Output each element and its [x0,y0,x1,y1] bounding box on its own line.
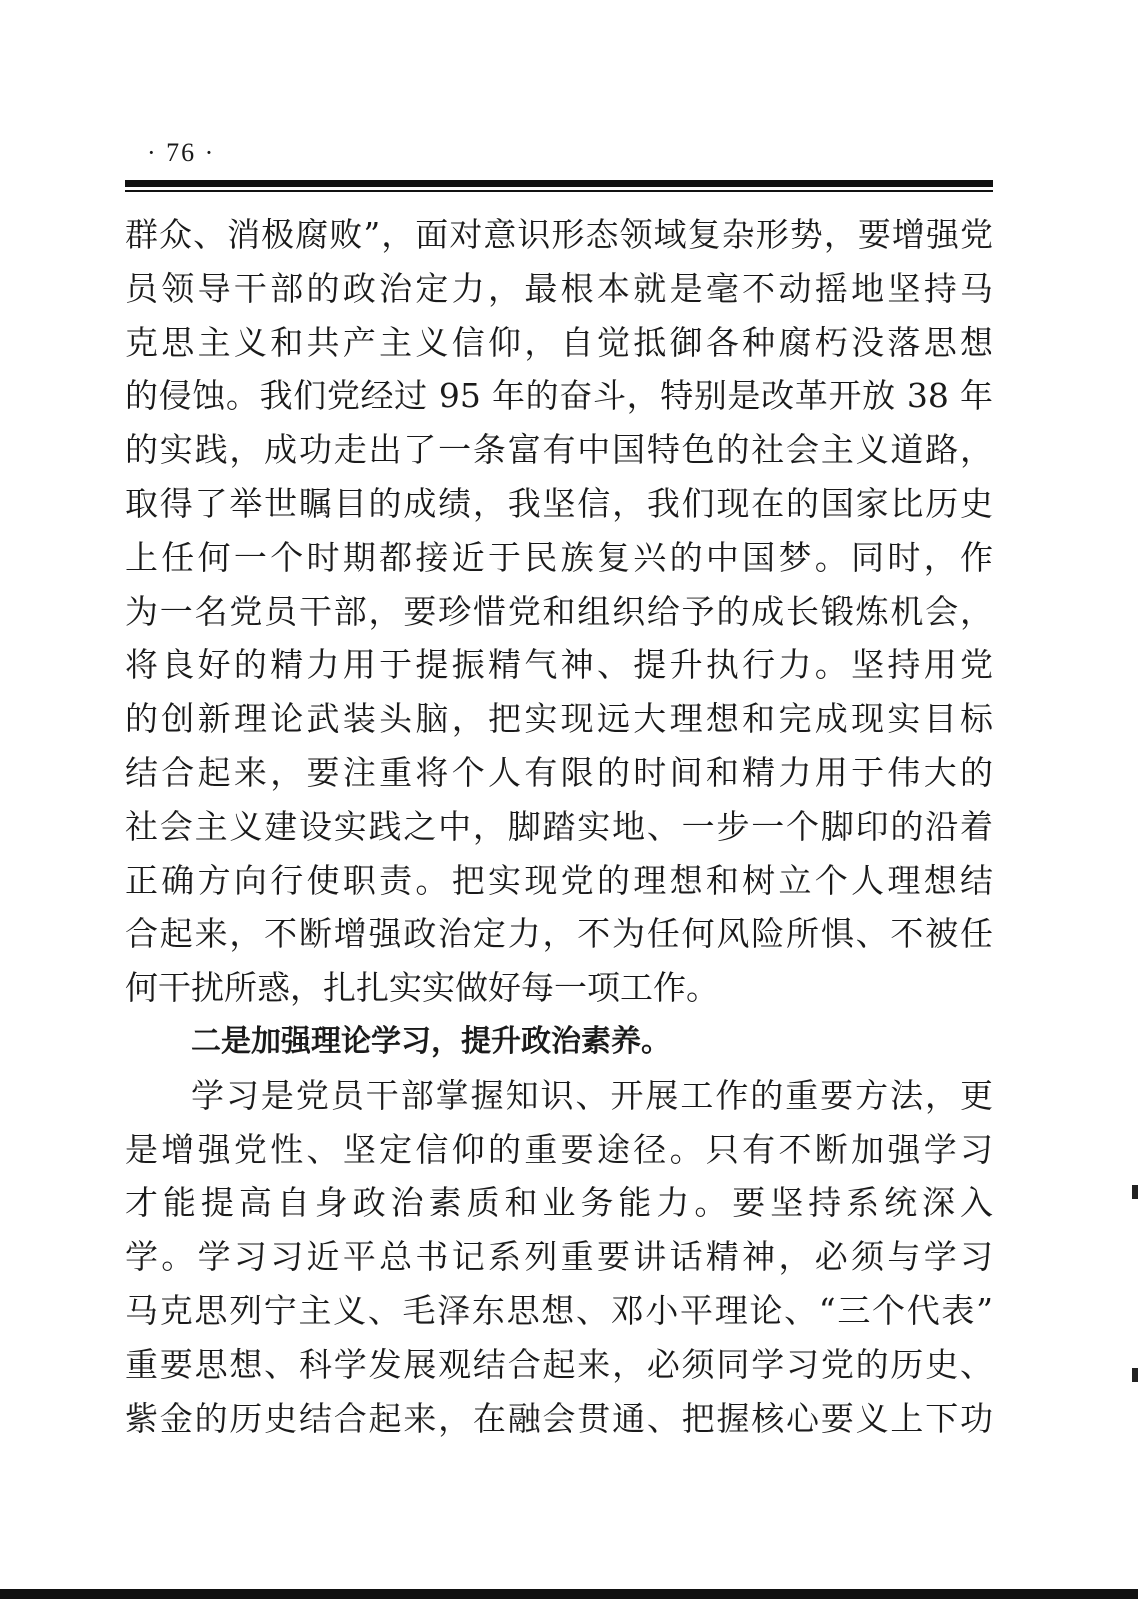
header-rule-thick [125,180,993,187]
text-line: 克思主义和共产主义信仰，自觉抵御各种腐朽没落思想 [125,322,993,362]
text-line: 结合起来，要注重将个人有限的时间和精力用于伟大的 [125,752,993,792]
text-line: 取得了举世瞩目的成绩，我坚信，我们现在的国家比历史 [125,483,993,523]
text-line: 员领导干部的政治定力，最根本就是毫不动摇地坚持马 [125,268,993,308]
text-line: 的实践，成功走出了一条富有中国特色的社会主义道路， [125,430,993,470]
scan-edge-mark [1132,1368,1138,1382]
text-line: 群众、消极腐败”，面对意识形态领域复杂形势，要增强党 [125,215,993,254]
section-heading: 二是加强理论学习，提升政治素养。 [191,1023,671,1059]
text-line: 的侵蚀。我们党经过 95 年的奋斗，特别是改革开放 38 年 [125,376,993,416]
text-line: 是增强党性、坚定信仰的重要途径。只有不断加强学习 [125,1129,993,1169]
text-line: 学习是党员干部掌握知识、开展工作的重要方法，更 [191,1075,993,1115]
paragraph-2 [125,1069,993,1446]
text-line: 上任何一个时期都接近于民族复兴的中国梦。同时，作 [125,537,993,577]
scan-bottom-edge [0,1589,1138,1599]
text-line: 为一名党员干部，要珍惜党和组织给予的成长锻炼机会， [125,591,993,631]
text-line: 的创新理论武装头脑，把实现远大理想和完成现实目标 [125,699,993,739]
page-header [125,138,993,168]
page-number: · 76 · [147,138,216,167]
text-line: 合起来，不断增强政治定力，不为任何风险所惧、不被任 [125,914,993,954]
body-text [125,208,993,1445]
text-line: 学。学习习近平总书记系列重要讲话精神，必须与学习 [125,1237,993,1277]
text-line: 才能提高自身政治素质和业务能力。要坚持系统深入 [125,1183,993,1223]
text-line: 马克思列宁主义、毛泽东思想、邓小平理论、“三个代表” [125,1290,993,1330]
text-line: 何干扰所惑，扎扎实实做好每一项工作。 [125,968,719,1008]
text-line: 社会主义建设实践之中，脚踏实地、一步一个脚印的沿着 [125,806,993,846]
paragraph-1 [125,208,993,1015]
text-line: 重要思想、科学发展观结合起来，必须同学习党的历史、 [125,1344,993,1384]
text-line: 正确方向行使职责。把实现党的理想和树立个人理想结 [125,860,993,900]
header-rule-thin [125,190,993,192]
text-line: 紫金的历史结合起来，在融会贯通、把握核心要义上下功 [125,1398,993,1438]
text-line: 将良好的精力用于提振精气神、提升执行力。坚持用党 [125,645,993,685]
scan-edge-mark [1132,1185,1138,1199]
